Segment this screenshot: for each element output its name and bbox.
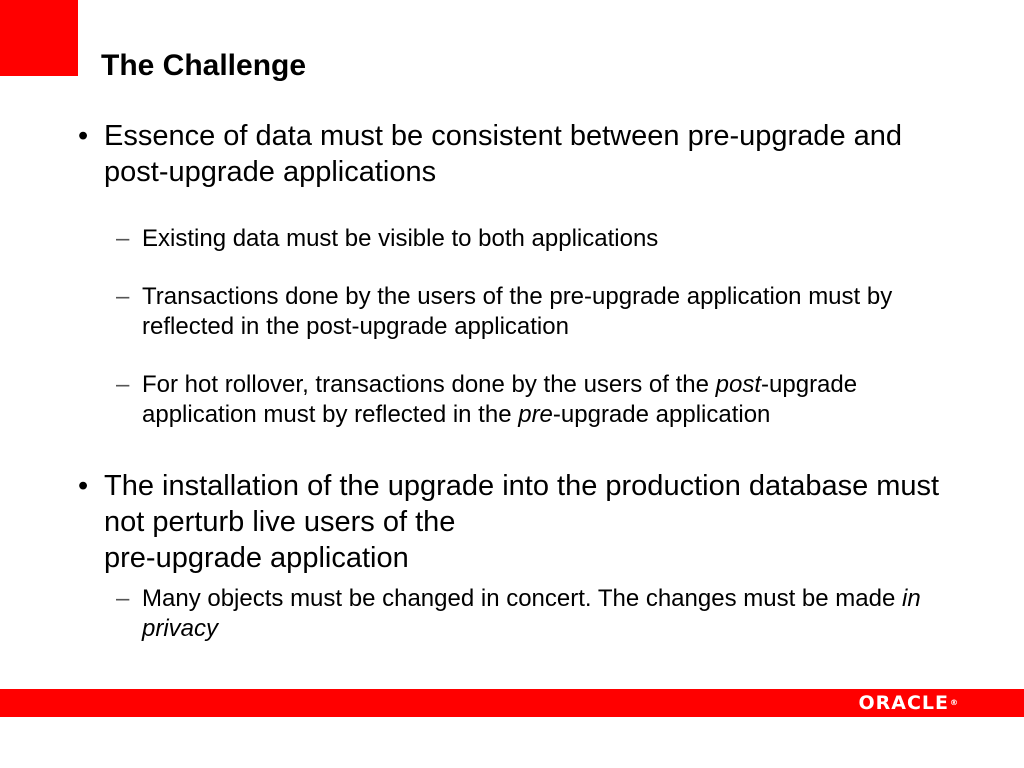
emphasis-pre: pre xyxy=(518,401,553,428)
sub-bullet-1-2 xyxy=(78,282,932,342)
slide-title: The Challenge xyxy=(101,49,307,82)
bullet-marker: • xyxy=(78,470,89,502)
corner-accent-block xyxy=(0,0,78,76)
slide-content xyxy=(78,118,948,644)
oracle-logo-text: ORACLE xyxy=(858,692,949,714)
bullet-2-text-line1: The installation of the upgrade into the production database must not perturb live users of the xyxy=(104,470,940,538)
sub-bullet-2-1 xyxy=(78,584,932,644)
footer-bar xyxy=(0,689,1024,717)
sub-bullet-1-1-text: Existing data must be visible to both applications xyxy=(142,225,659,252)
bullet-2-text-line2: pre-upgrade application xyxy=(104,542,409,574)
sub-bullet-1-3-text-b: -upgrade application must by reflected in the xyxy=(142,371,858,428)
bullet-1-text: Essence of data must be consistent between pre-upgrade and post-upgrade applications xyxy=(104,120,903,188)
sub-bullet-marker: – xyxy=(116,225,130,252)
bullet-2 xyxy=(78,468,948,576)
emphasis-post: post xyxy=(715,371,762,398)
sub-bullet-1-3-text-c: -upgrade application xyxy=(552,401,771,428)
bullet-marker: • xyxy=(78,120,89,152)
sub-bullet-1-1 xyxy=(78,224,932,254)
sub-bullet-1-3-text-a: For hot rollover, transactions done by the users of the xyxy=(142,371,716,398)
sub-bullet-marker: – xyxy=(116,371,130,398)
sub-bullet-marker: – xyxy=(116,585,130,612)
bullet-1 xyxy=(78,118,948,190)
sub-bullet-2-1-text: Many objects must be changed in concert. The changes must be made xyxy=(142,585,902,612)
sub-bullet-marker: – xyxy=(116,283,130,310)
registered-mark: ® xyxy=(950,698,958,707)
sub-bullet-1-2-text: Transactions done by the users of the pre-upgrade application must by reflected in the post-upgrade application xyxy=(142,283,893,340)
emphasis-in-privacy: in privacy xyxy=(142,585,921,642)
sub-bullet-1-3 xyxy=(78,370,932,430)
oracle-logo xyxy=(858,693,958,713)
